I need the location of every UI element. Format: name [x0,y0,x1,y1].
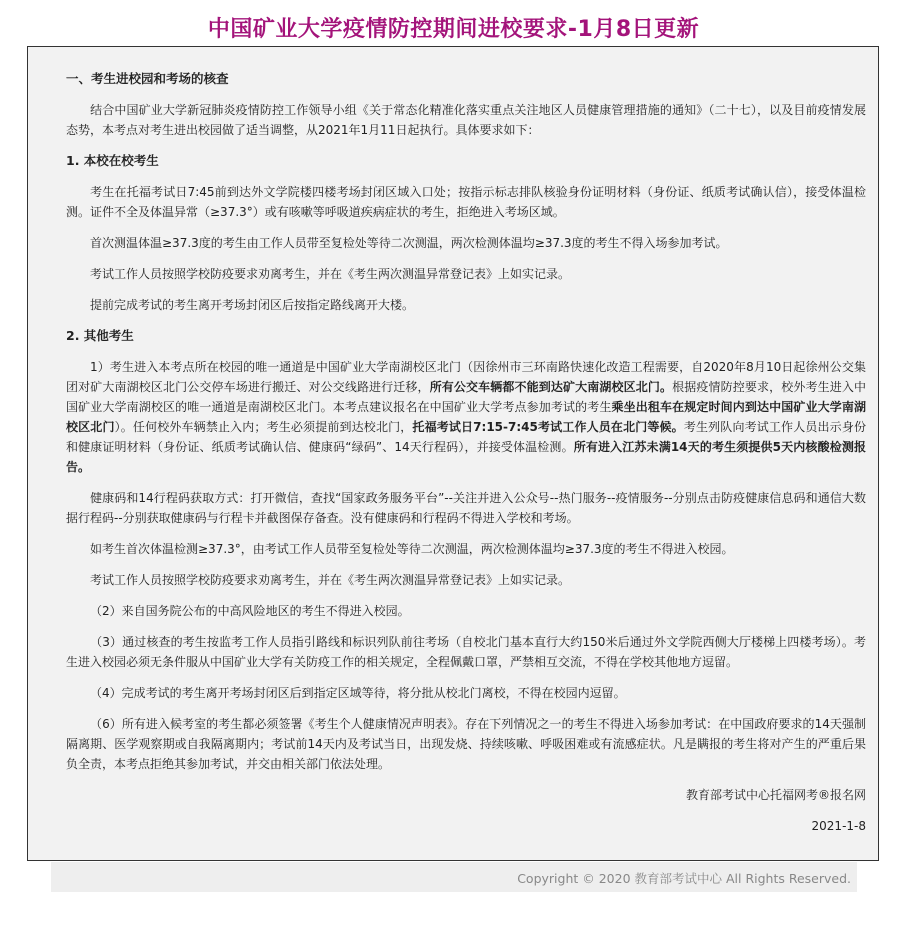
intro-paragraph: 结合中国矿业大学新冠肺炎疫情防控工作领导小组《关于常态化精准化落实重点关注地区人员健康管理措施的通知》（二十七），以及目前疫情发展态势，本考点对考生进出校园做了适当调整，从2021年1月11日起执行。具体要求如下： [66,103,866,137]
paragraph: 健康码和14行程码获取方式：打开微信，查找“国家政务服务平台”--关注并进入公众号--热门服务--疫情服务--分别点击防疫健康信息码和通信大数据行程码--分别获取健康码与行程卡并截图保存备查。没有健康码和行程码不得进入学校和考场。 [66,491,866,525]
paragraph: （4）完成考试的考生离开考场封闭区后到指定区域等待，将分批从校北门离校，不得在校园内逗留。 [90,686,626,700]
paragraph: （6）所有进入候考室的考生都必须签署《考生个人健康情况声明表》。存在下列情况之一的考生不得进入场参加考试：在中国政府要求的14天强制隔离期、医学观察期或自我隔离期内；考试前14天内及考试当日，出现发烧、持续咳嗽、呼吸困难或有流感症状。凡是瞒报的考生将对产生的严重后果负全责，本考点拒绝其参加考试，并交由相关部门依法处理。 [66,717,866,771]
paragraph: 考试工作人员按照学校防疫要求劝离考生，并在《考生两次测温异常登记表》上如实记录。 [90,267,571,281]
paragraph: 首次测温体温≥37.3度的考生由工作人员带至复检处等待二次测温，两次检测体温均≥37.3度的考生不得入场参加考试。 [90,236,728,250]
copyright-footer: Copyright © 2020 教育部考试中心 All Rights Reserved. [51,862,857,892]
notice-document [27,46,879,861]
date: 2021-1-8 [811,819,866,833]
subsection-heading-other: 2. 其他考生 [66,328,134,343]
paragraph: （3）通过核查的考生按监考工作人员指引路线和标识列队前往考场（自校北门基本直行大约150米后通过外文学院西侧大厅楼梯上四楼考场）。考生进入校园必须无条件服从中国矿业大学有关防疫工作的相关规定，全程佩戴口罩，严禁相互交流，不得在学校其他地方逗留。 [66,635,866,669]
paragraph: （2）来自国务院公布的中高风险地区的考生不得进入校园。 [90,604,410,618]
paragraph: 考试工作人员按照学校防疫要求劝离考生，并在《考生两次测温异常登记表》上如实记录。 [90,573,571,587]
paragraph-entrance: 1）考生进入本考点所在校园的唯一通道是中国矿业大学南湖校区北门（因徐州市三环南路快速化改造工程需要，自2020年8月10日起徐州公交集团对矿大南湖校区北门公交停车场进行搬迁、对公交线路进行迁移，所有公交车辆都不能到达矿大南湖校区北门。根据疫情防控要求，校外考生进入中国矿业大学南湖校区的唯一通道是南湖校区北门。本考点建议报名在中国矿业大学考点参加考试的考生乘坐出租车在规定时间内到达中国矿业大学南湖校区北门）。任何校外车辆禁止入内；考生必须提前到达校北门，托福考试日7:15-7:45考试工作人员在北门等候。考生列队向考试工作人员出示身份和健康证明材料（身份证、纸质考试确认信、健康码“绿码”、14天行程码），并接受体温检测。所有进入江苏未满14天的考生须提供5天内核酸检测报告。 [66,360,866,474]
subsection-heading-campus: 1. 本校在校考生 [66,153,159,168]
page-title: 中国矿业大学疫情防控期间进校要求-1月8日更新 [207,17,700,42]
signature: 教育部考试中心托福网考®报名网 [685,788,866,802]
paragraph: 考生在托福考试日7:45前到达外文学院楼四楼考场封闭区域入口处；按指示标志排队核验身份证明材料（身份证、纸质考试确认信），接受体温检测。证件不全及体温异常（≥37.3°）或有咳嗽等呼吸道疾病症状的考生，拒绝进入考场区域。 [66,185,866,219]
section-heading: 一、考生进校园和考场的核查 [66,71,229,86]
paragraph: 如考生首次体温检测≥37.3°，由考试工作人员带至复检处等待二次测温，两次检测体温均≥37.3度的考生不得进入校园。 [90,542,734,556]
paragraph: 提前完成考试的考生离开考场封闭区后按指定路线离开大楼。 [90,298,415,312]
